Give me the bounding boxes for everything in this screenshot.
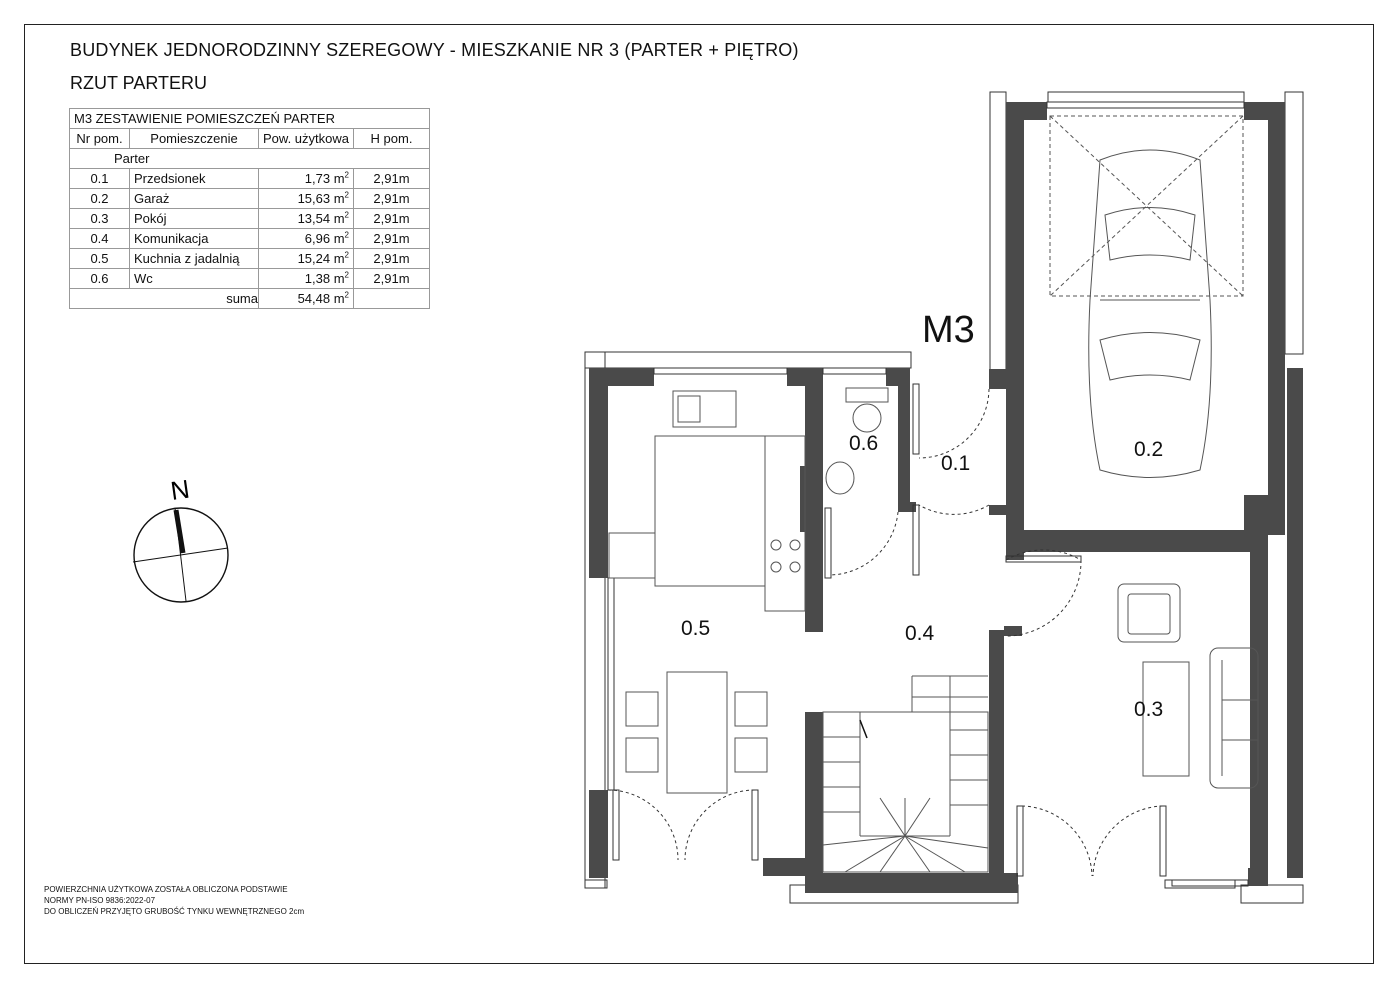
column-header: Nr pom. <box>70 129 130 149</box>
cell-height: 2,91m <box>354 209 430 229</box>
cell-height: 2,91m <box>354 169 430 189</box>
room-label-0.1: 0.1 <box>941 452 971 475</box>
north-label: N <box>168 473 192 506</box>
sum-value: 54,48 $m^2$ <box>259 289 354 309</box>
cell-name: Garaż <box>130 189 259 209</box>
cell-height: 2,91m <box>354 249 430 269</box>
room-label-0.2: 0.2 <box>1134 438 1164 461</box>
room-label-0.4: 0.4 <box>905 622 935 645</box>
windows <box>608 102 1248 886</box>
room-labels <box>681 309 1163 721</box>
cell-name: Wc <box>130 269 259 289</box>
column-header: H pom. <box>354 129 430 149</box>
room-label-0.3: 0.3 <box>1134 698 1164 721</box>
column-header: Pow. użytkowa <box>259 129 354 149</box>
cell-nr: 0.4 <box>70 229 130 249</box>
cell-name: Pokój <box>130 209 259 229</box>
cell-height: 2,91m <box>354 229 430 249</box>
north-arrow-icon <box>133 474 228 602</box>
room-label-0.6: 0.6 <box>849 432 879 455</box>
cell-area: 13,54 $m^2$ <box>259 209 354 229</box>
cell-area: 15,63 $m^2$ <box>259 189 354 209</box>
cell-nr: 0.3 <box>70 209 130 229</box>
cell-area: 1,38 $m^2$ <box>259 269 354 289</box>
footnote-line: NORMY PN-ISO 9836:2022-07 <box>44 896 156 905</box>
cell-height: 2,91m <box>354 189 430 209</box>
living-room-furniture <box>1118 584 1258 788</box>
footnote-line: POWIERZCHNIA UŻYTKOWA ZOSTAŁA OBLICZONA PODSTAWIE <box>44 885 288 894</box>
cell-nr: 0.6 <box>70 269 130 289</box>
cell-nr: 0.1 <box>70 169 130 189</box>
cell-height: 2,91m <box>354 269 430 289</box>
footnote <box>44 884 304 917</box>
column-header: Pomieszczenie <box>130 129 259 149</box>
cell-name: Kuchnia z jadalnią <box>130 249 259 269</box>
insulation-outline <box>585 92 1303 903</box>
cell-area: 15,24 $m^2$ <box>259 249 354 269</box>
cell-name: Komunikacja <box>130 229 259 249</box>
drawing-subtitle: RZUT PARTERU <box>70 73 208 93</box>
cell-area: 1,73 $m^2$ <box>259 169 354 189</box>
cell-nr: 0.2 <box>70 189 130 209</box>
cell-area: 6,96 $m^2$ <box>259 229 354 249</box>
walls <box>589 102 1303 893</box>
section-label: Parter <box>70 149 430 169</box>
kitchen-fixtures <box>609 391 805 793</box>
car-icon <box>1050 116 1243 478</box>
staircase <box>823 676 988 872</box>
drawing-title: BUDYNEK JEDNORODZINNY SZEREGOWY - MIESZKANIE NR 3 (PARTER + PIĘTRO) <box>70 40 799 60</box>
unit-label: M3 <box>922 309 975 351</box>
table-caption: M3 ZESTAWIENIE POMIESZCZEŃ PARTER <box>70 109 430 129</box>
footnote-line: DO OBLICZEŃ PRZYJĘTO GRUBOŚĆ TYNKU WEWNĘTRZNEGO 2cm <box>44 907 305 916</box>
cell-nr: 0.5 <box>70 249 130 269</box>
room-label-0.5: 0.5 <box>681 617 711 640</box>
sum-label: suma <box>70 289 259 309</box>
cell-name: Przedsionek <box>130 169 259 189</box>
